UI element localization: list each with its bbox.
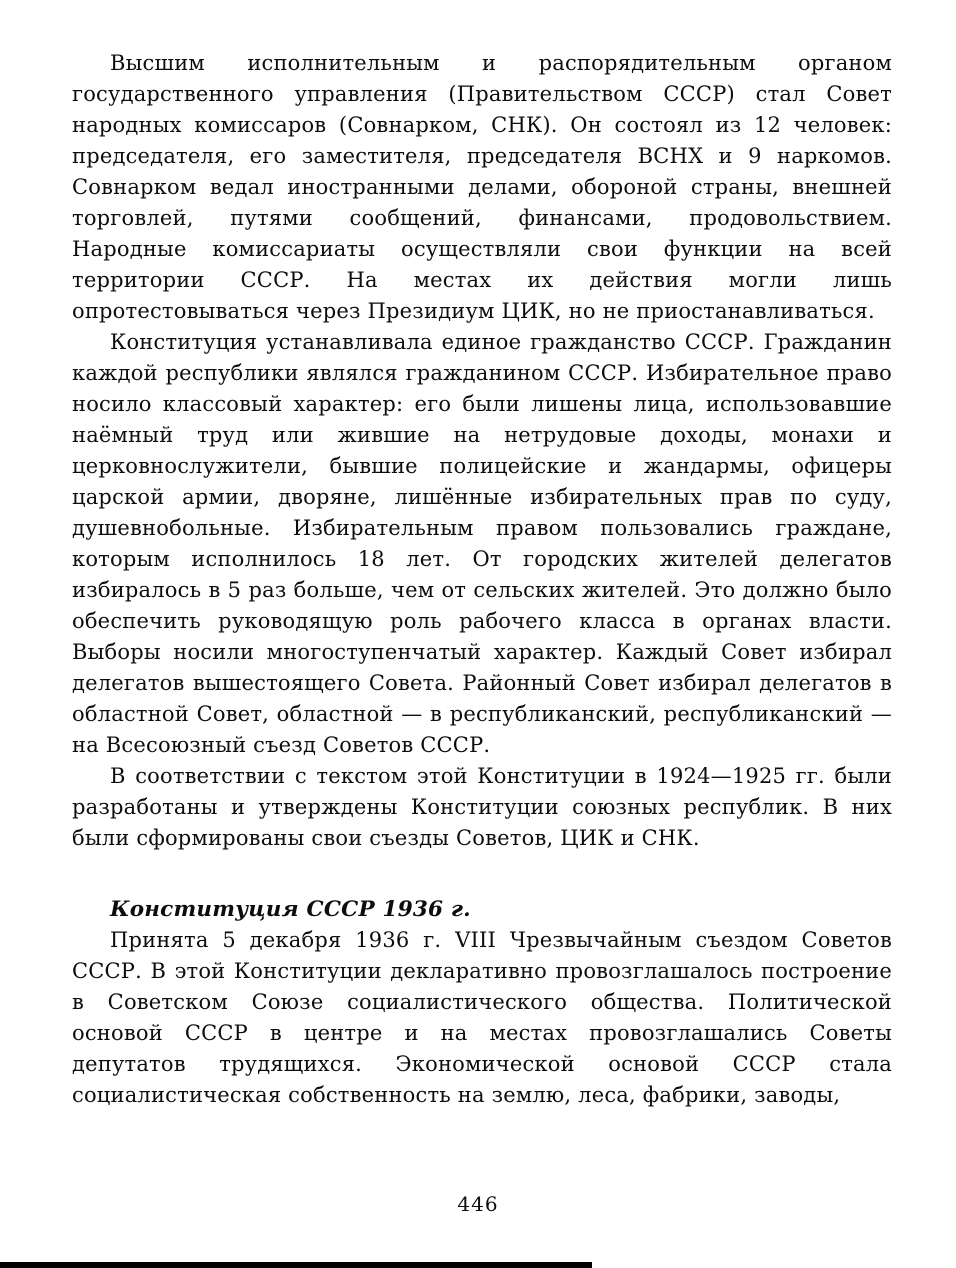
section-heading-constitution-1936: Конституция СССР 1936 г.	[110, 897, 471, 922]
page-number: 446	[457, 1192, 499, 1216]
paragraph-republic-constitutions: В соответствии с текстом этой Конституции в 1924—1925 гг. были разработаны и утверждены Конституции союзных республик. В них были сформированы свои съезды Советов, ЦИК и СНК.	[72, 764, 892, 850]
paragraph-sovnarkom: Высшим исполнительным и распорядительным органом государственного управления (Правительством СССР) стал Совет народных комиссаров (Совнарком, СНК). Он состоял из 12 человек: председателя, его заместителя, председателя ВСНХ и 9 наркомов. Совнарком ведал иностранными делами, обороной страны, внешней торговлей, путями сообщений, финансами, продовольствием. Народные комиссариаты осуществляли свои функции на всей территории СССР. На местах их действия могли лишь опротестовываться через Президиум ЦИК, но не приостанавливаться.	[72, 51, 892, 323]
paragraph-citizenship-elections: Конституция устанавливала единое гражданство СССР. Гражданин каждой республики являлся гражданином СССР. Избирательное право носило классовый характер: его были лишены лица, использовавшие наёмный труд или жившие на нетрудовые доходы, монахи и церковнослужители, бывшие полицейские и жандармы, офицеры царской армии, дворяне, лишённые избирательных прав по суду, душевнобольные. Избирательным правом пользовались граждане, которым исполнилось 18 лет. От городских жителей делегатов избиралось в 5 раз больше, чем от сельских жителей. Это должно было обеспечить руководящую роль рабочего класса в органах власти. Выборы носили многоступенчатый характер. Каждый Совет избирал делегатов вышестоящего Совета. Районный Совет избирал делегатов в областной Совет, областной — в республиканский, республиканский — на Всесоюзный съезд Советов СССР.	[72, 330, 892, 757]
paragraph-constitution-1936-intro: Принята 5 декабря 1936 г. VIII Чрезвычайным съездом Советов СССР. В этой Конституции декларативно провозглашалось построение в Советском Союзе социалистического общества. Политической основой СССР в центре и на местах провозглашались Советы депутатов трудящихся. Экономической основой СССР стала социалистическая собственность на землю, леса, фабрики, заводы,	[72, 928, 892, 1107]
scan-edge-artifact	[0, 1262, 592, 1268]
page-text-block	[72, 48, 892, 1111]
